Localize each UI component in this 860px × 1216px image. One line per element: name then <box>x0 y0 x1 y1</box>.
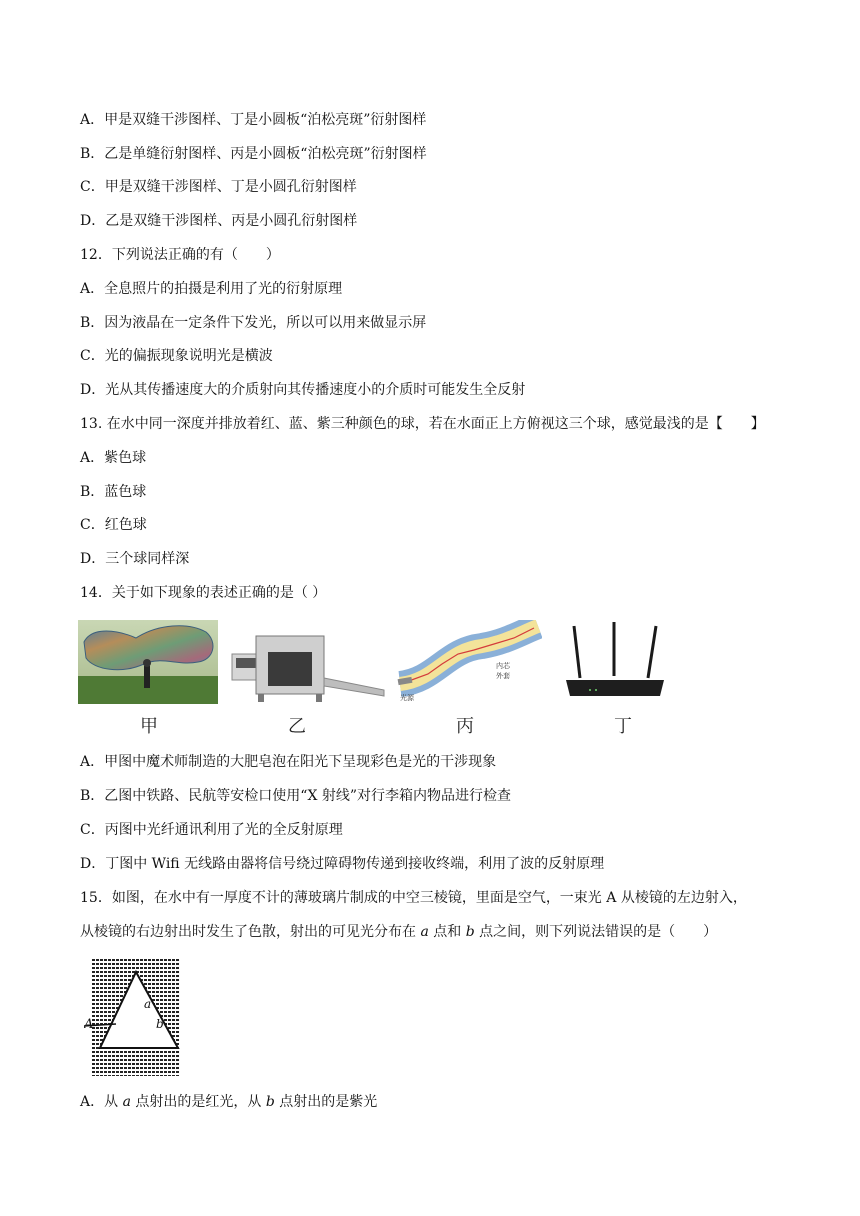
q13-option-a: A．紫色球 <box>80 450 147 466</box>
q14-stem: 14．关于如下现象的表述正确的是（ ） <box>80 585 327 601</box>
optical-fiber-diagram <box>396 620 542 704</box>
q13-option-b: B．蓝色球 <box>80 484 147 500</box>
point-b-label: b <box>465 924 475 940</box>
q12-option-a: A．全息照片的拍摄是利用了光的衍射原理 <box>80 281 343 297</box>
q11-option-b: B．乙是单缝衍射图样、丙是小圆板“泊松亮斑”衍射图样 <box>80 146 427 162</box>
q11-option-a: A．甲是双缝干涉图样、丁是小圆板“泊松亮斑”衍射图样 <box>80 112 427 128</box>
xray-scanner-image <box>228 620 386 704</box>
q14-option-b: B．乙图中铁路、民航等安检口使用“X 射线”对行李箱内物品进行检查 <box>80 788 512 804</box>
q14-option-d: D．丁图中 Wifi 无线路由器将信号绕过障碍物传递到接收终端，利用了波的反射原理 <box>80 856 605 872</box>
q13-option-c: C．红色球 <box>80 517 147 533</box>
point-a-label: a <box>420 924 429 940</box>
caption-ding: 丁 <box>614 716 632 737</box>
q15-stem-line2: 从棱镜的右边射出时发生了色散，射出的可见光分布在 a 点和 b 点之间，则下列说法错误的是（ ） <box>80 924 718 940</box>
q12-option-c: C．光的偏振现象说明光是横波 <box>80 348 273 364</box>
caption-jia: 甲 <box>140 716 158 737</box>
soap-bubble-photo <box>78 620 218 704</box>
fiber-label-core: 内芯 <box>496 662 510 670</box>
fig-label-A: A <box>84 1017 94 1032</box>
fig-label-a: a <box>144 997 152 1011</box>
q13-stem: 13. 在水中同一深度并排放着红、蓝、紫三种颜色的球，若在水面正上方俯视这三个球，感觉最浅的是【 】 <box>80 416 765 432</box>
caption-yi: 乙 <box>288 716 306 737</box>
q11-option-c: C．甲是双缝干涉图样、丁是小圆孔衍射图样 <box>80 179 357 195</box>
q12-stem: 12．下列说法正确的有（ ） <box>80 247 280 263</box>
wifi-router-image <box>560 620 670 704</box>
prism-diagram <box>84 958 184 1080</box>
fiber-label-cladding: 外套 <box>496 672 510 680</box>
caption-bing: 丙 <box>456 716 474 737</box>
q11-option-d: D．乙是双缝干涉图样、丙是小圆孔衍射图样 <box>80 213 358 229</box>
q14-option-a: A．甲图中魔术师制造的大肥皂泡在阳光下呈现彩色是光的干涉现象 <box>80 754 497 770</box>
fig-label-b: b <box>156 1017 164 1031</box>
q14-option-c: C．丙图中光纤通讯利用了光的全反射原理 <box>80 822 343 838</box>
q15-stem-line1: 15．如图，在水中有一厚度不计的薄玻璃片制成的中空三棱镜，里面是空气，一束光 A 从棱镜的左边射入， <box>80 890 747 906</box>
q13-option-d: D．三个球同样深 <box>80 551 190 567</box>
q15-option-a: A．从 a 点射出的是红光，从 b 点射出的是紫光 <box>80 1094 378 1110</box>
fiber-label-source: 光源 <box>400 694 414 702</box>
q12-option-d: D．光从其传播速度大的介质射向其传播速度小的介质时可能发生全反射 <box>80 382 526 398</box>
q12-option-b: B．因为液晶在一定条件下发光，所以可以用来做显示屏 <box>80 315 427 331</box>
